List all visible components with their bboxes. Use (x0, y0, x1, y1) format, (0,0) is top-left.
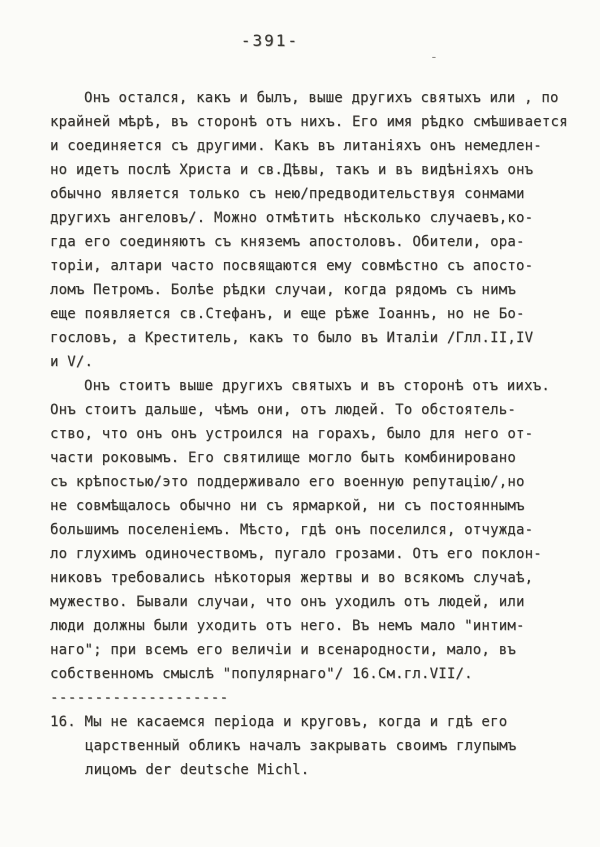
stray-ink-mark: - (430, 50, 438, 65)
text-line: еще появляется св.Стефанъ, и еще рѣже Іоаннъ, но не Бо- (50, 306, 525, 322)
text-line: но идетъ послѣ Христа и св.Дѣвы, такъ и въ видѣніяхъ онъ (50, 162, 534, 178)
text-line: мужество. Бывали случаи, что онъ уходилъ отъ людей, или (50, 594, 525, 610)
footnote-line: царственный обликъ началъ закрывать своимъ глупымъ (85, 738, 517, 754)
footnote-separator: -------------------- (50, 690, 229, 706)
text-line: другихъ ангеловъ/. Можно отмѣтить нѣсколько случаевъ,ко- (50, 210, 534, 226)
text-line: люди должны были уходить отъ него. Въ немъ мало "интим- (50, 618, 525, 634)
footnote-line: лицомъ der deutsche Michl. (85, 762, 310, 778)
text-line: Онъ стоитъ выше другихъ святыхъ и въ сторонѣ отъ иихъ. (84, 378, 550, 394)
text-line: и V/. (50, 354, 94, 370)
text-line: не совмѣщалось обычно ни съ ярмаркой, ни съ постояннымъ (50, 498, 525, 514)
text-line: никовъ требовались нѣкоторыя жертвы и во всякомъ случаѣ, (50, 570, 534, 586)
text-line: части роковымъ. Его святилище могло быть комбинировано (50, 450, 516, 466)
text-line: ломъ Петромъ. Болѣе рѣдки случаи, когда рядомъ съ нимъ (50, 282, 516, 298)
text-line: крайней мѣрѣ, въ сторонѣ отъ нихъ. Его имя рѣдко смѣшивается (50, 114, 568, 130)
page-number: -391- (240, 31, 300, 50)
body-text (0, 86, 600, 782)
text-line: съ крѣпостью/это поддерживало его военную репутацію/,но (50, 474, 525, 490)
text-line: ло глухимъ одиночествомъ, пугало грозами. Отъ его поклон- (50, 546, 542, 562)
text-line: ство, что онъ онъ устроился на горахъ, было для него от- (50, 426, 534, 442)
footnote-line: 16. Мы не касаемся періода и круговъ, когда и гдѣ его (50, 714, 508, 730)
text-line: торіи, алтари часто посвящаются ему совмѣстно съ апосто- (50, 258, 534, 274)
text-line: гда его соединяютъ съ княземъ апостоловъ. Обители, ора- (50, 234, 525, 250)
text-line: собственномъ смыслѣ "популярнаго"/ 16.См.гл.VII/. (50, 666, 473, 682)
text-line: обычно является только съ нею/предводительствуя сонмами (50, 186, 525, 202)
text-line: Онъ стоитъ дальше, чѣмъ они, отъ людей. То обстоятель- (50, 402, 516, 418)
text-line: гословъ, а Креститель, какъ то было въ Италіи /Глл.II,IV (50, 330, 534, 346)
text-line: и соединяется съ другими. Какъ въ литаніяхъ онъ немедлен- (50, 138, 542, 154)
text-line: наго"; при всемъ его величіи и всенародности, мало, въ (50, 642, 516, 658)
text-line: большимъ поселеніемъ. Мѣсто, гдѣ онъ поселился, отчужда- (50, 522, 534, 538)
text-line: Онъ остался, какъ и былъ, выше другихъ святыхъ или , по (84, 90, 559, 106)
